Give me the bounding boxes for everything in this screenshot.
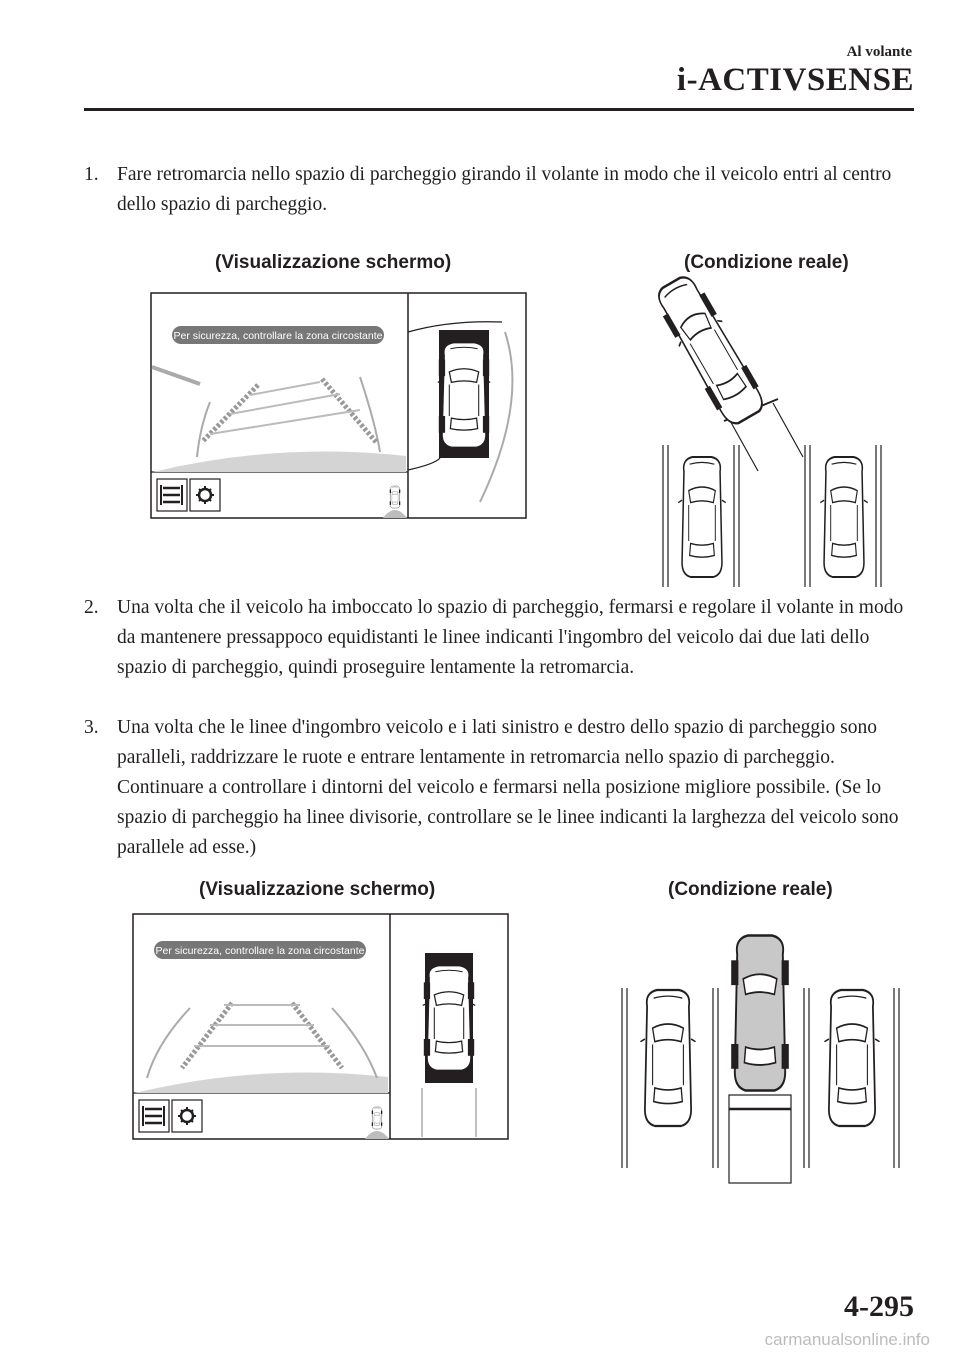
section-label: Al volante xyxy=(846,44,912,60)
header-rule xyxy=(84,108,914,111)
banner-text: Per sicurezza, controllare la zona circostante xyxy=(173,330,383,342)
step-text: Fare retromarcia nello spazio di parcheggio girando il volante in modo che il veicolo entri al centro dello spazio di parcheggio. xyxy=(117,164,892,215)
step-3 xyxy=(84,713,914,863)
page-number: 4-295 xyxy=(844,1290,914,1323)
screen-display-figure-2 xyxy=(132,913,510,1141)
screen-caption: (Visualizzazione schermo) xyxy=(199,879,436,900)
real-condition-figure-1 xyxy=(650,275,900,595)
screen-caption: (Visualizzazione schermo) xyxy=(215,252,452,273)
step-text: Una volta che le linee d'ingombro veicolo e i lati sinistro e destro dello spazio di parcheggio sono paralleli, raddrizzare le ruote e entrare lentamente in retromarcia nello spazio di parcheggio. Continuare a controllare i dintorni del veicolo e fermarsi nella posizione migliore possibile. (Se lo spazio di parcheggio ha linee divisorie, controllare se le linee indicanti la larghezza del veicolo sono parallele ad esse.) xyxy=(117,717,899,858)
step-number: 3. xyxy=(84,717,99,738)
real-caption: (Condizione reale) xyxy=(668,879,833,900)
real-condition-figure-2 xyxy=(615,933,905,1185)
small-car-icon xyxy=(372,1107,383,1129)
step-text: Una volta che il veicolo ha imboccato lo spazio di parcheggio, fermarsi e regolare il volante in modo da mantenere pressappoco equidistanti le linee indicanti l'ingombro del veicolo dai due lati dello spazio di parcheggio, quindi proseguire lentamente la retromarcia. xyxy=(117,597,904,678)
watermark: carmanualsonline.info xyxy=(764,1330,930,1349)
step-2 xyxy=(84,593,914,683)
step-number: 2. xyxy=(84,597,99,618)
camera-view-icon[interactable] xyxy=(143,1106,164,1126)
page-title: i-ACTIVSENSE xyxy=(676,62,914,98)
banner-text: Per sicurezza, controllare la zona circostante xyxy=(155,945,365,957)
screen-display-figure-1 xyxy=(150,292,528,520)
step-number: 1. xyxy=(84,164,99,185)
step-1 xyxy=(84,160,914,220)
camera-view-icon[interactable] xyxy=(161,485,182,505)
real-caption: (Condizione reale) xyxy=(684,252,849,273)
small-car-icon xyxy=(390,486,401,508)
